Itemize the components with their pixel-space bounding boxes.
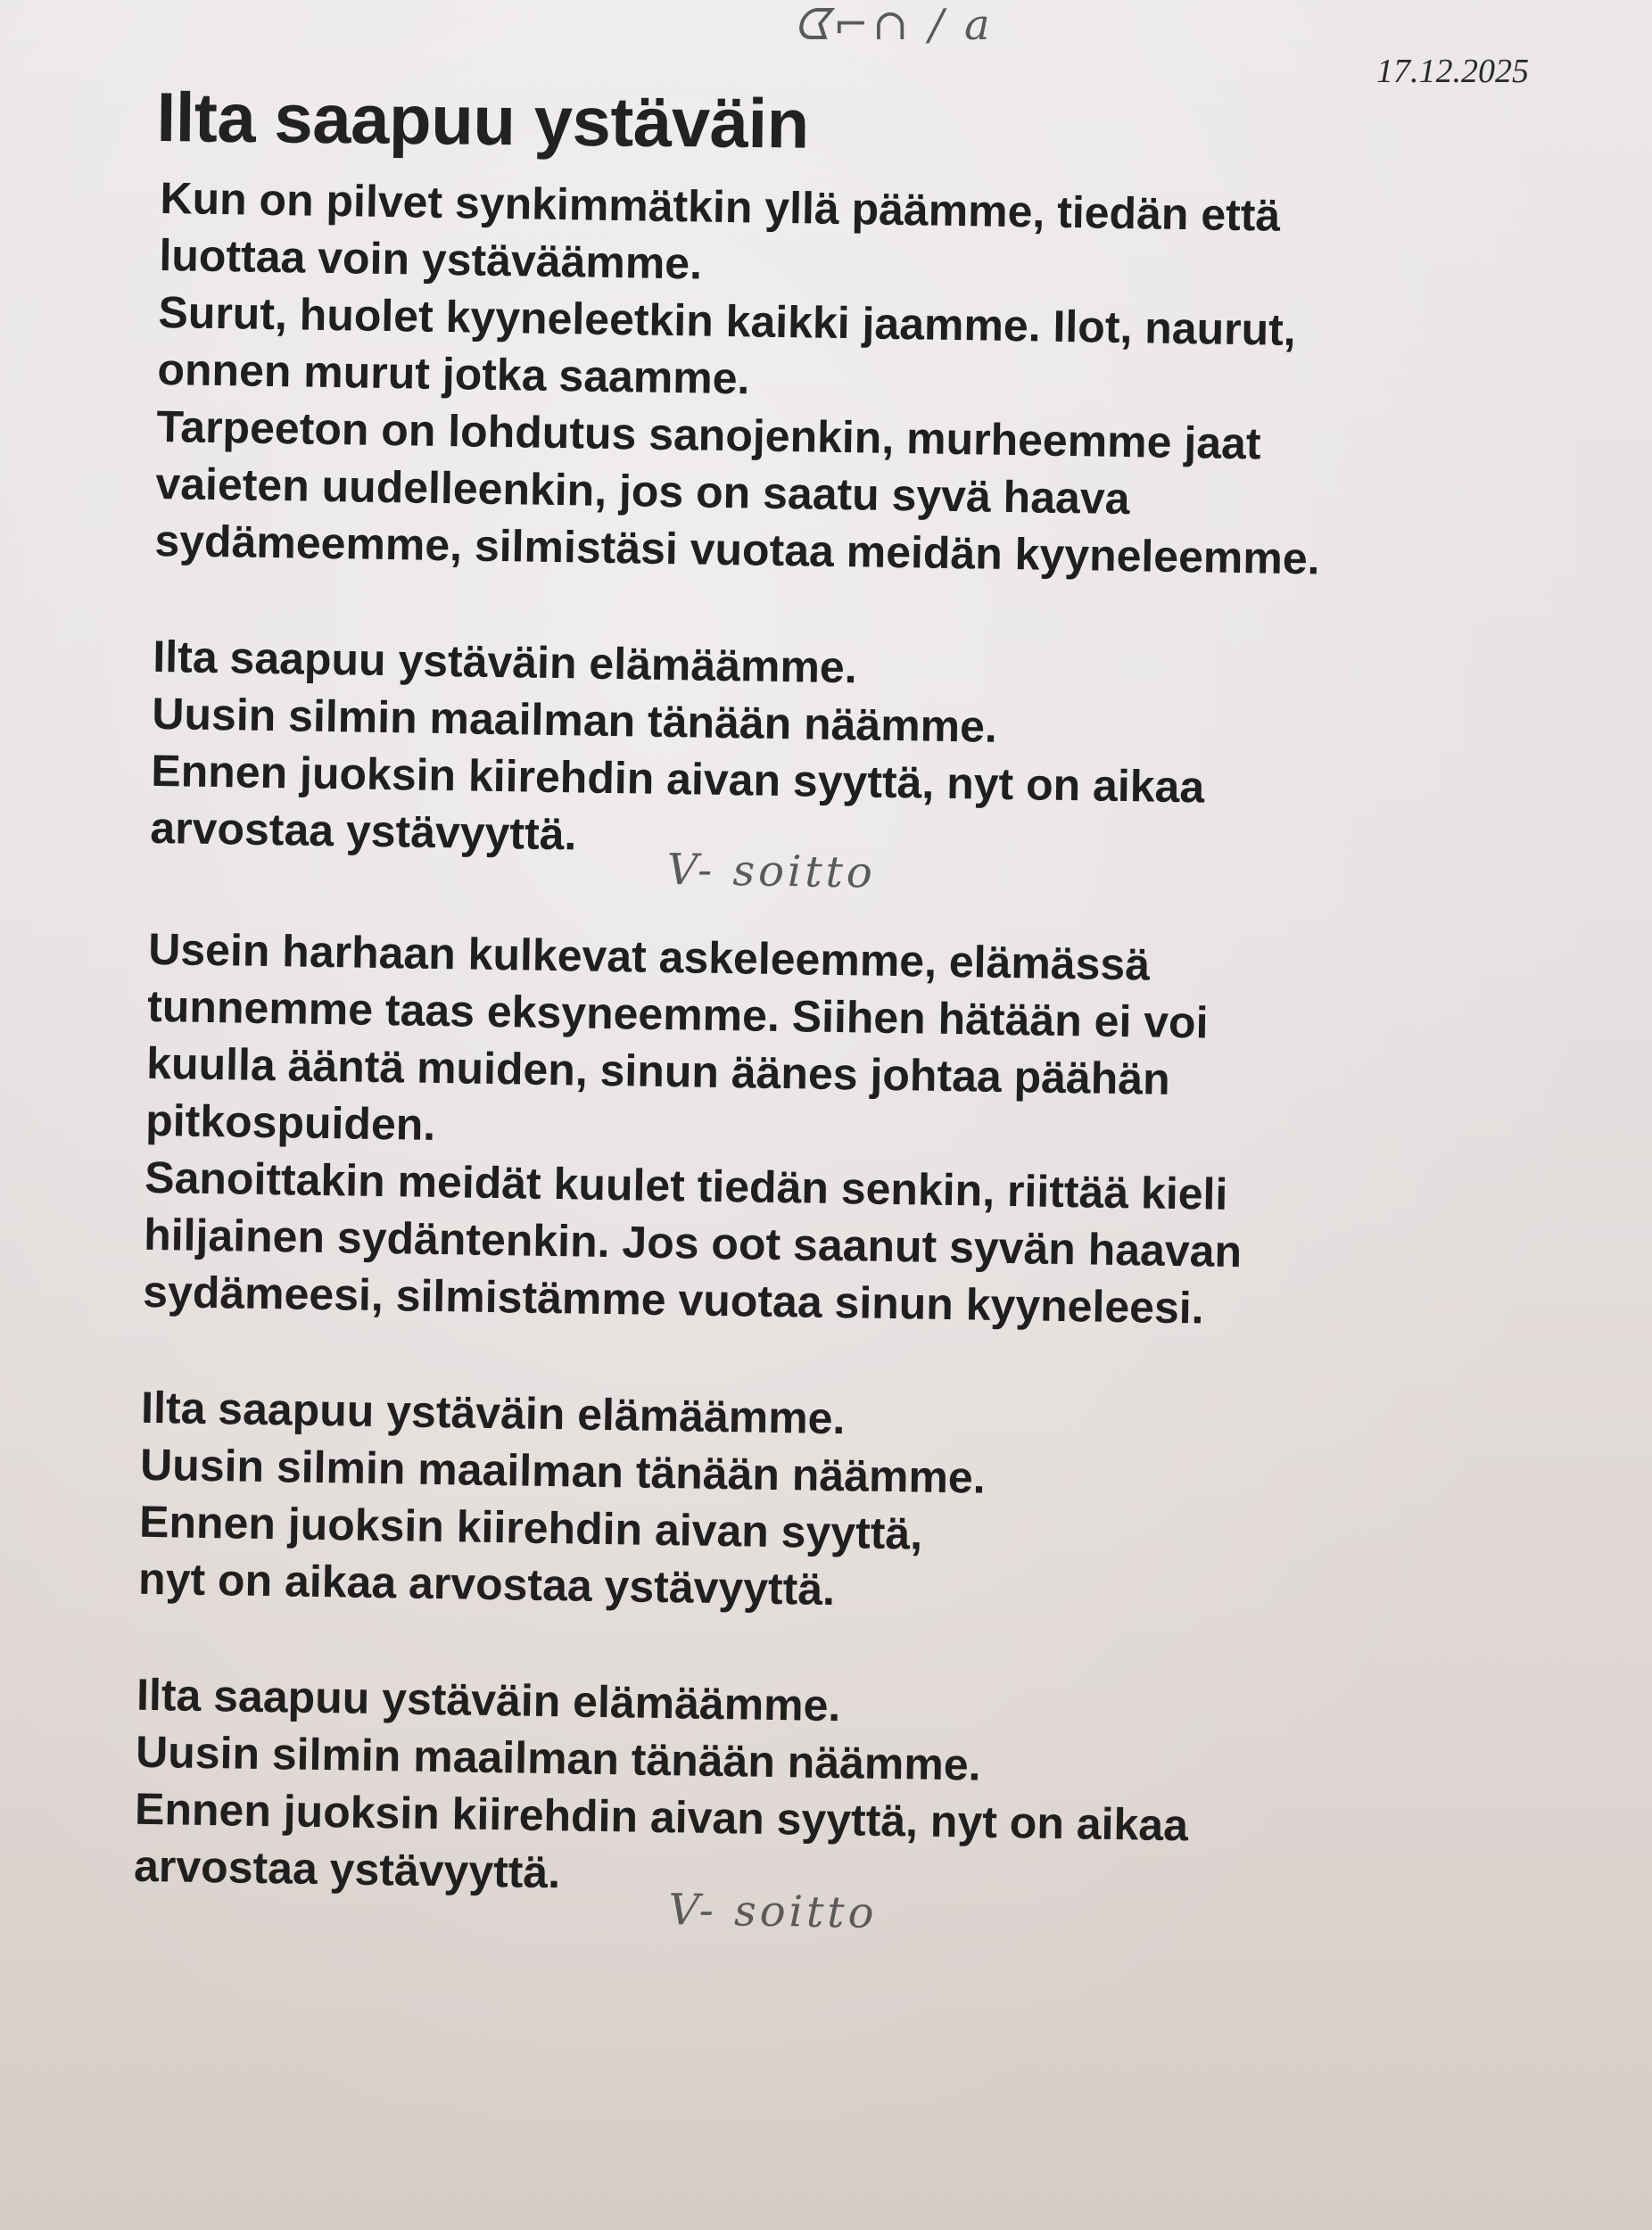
lyric-line: Tarpeeton on lohdutus sanojenkin, murheemme jaat	[156, 401, 1261, 469]
lyric-line: Sanoittakin meidät kuulet tiedän senkin, riittää kieli	[144, 1152, 1228, 1219]
lyric-line: kuulla ääntä muiden, sinun äänes johtaa päähän	[145, 1037, 1171, 1104]
chorus-2	[138, 1379, 1569, 1630]
verse-1	[154, 169, 1588, 591]
handwritten-top-mark: ᗧ⌐∩ / a	[794, 0, 994, 50]
chorus-1	[150, 628, 1581, 879]
song-title: Ilta saapuu ystäväin	[156, 78, 810, 163]
lyric-line: Uusin silmin maailman tänään näämme.	[139, 1439, 987, 1503]
handwritten-note: V- soitto	[666, 845, 877, 898]
lyric-line: pitkospuiden.	[145, 1094, 436, 1150]
lyric-line: vaieten uudelleenkin, jos on saatu syvä haava	[155, 458, 1130, 524]
lyric-line: Ennen juoksin kiirehdin aivan syyttä, nyt on aikaa	[150, 745, 1205, 813]
lyric-line: Ennen juoksin kiirehdin aivan syyttä,	[138, 1496, 923, 1559]
lyric-line: Surut, huolet kyyneleetkin kaikki jaamme. Ilot, naurut,	[158, 286, 1297, 356]
lyric-line: hiljainen sydäntenkin. Jos oot saanut syvän haavan	[143, 1209, 1243, 1277]
chorus-3	[134, 1666, 1565, 1917]
lyric-line: Ilta saapuu ystäväin elämäämme.	[152, 631, 858, 693]
lyric-line: Kun on pilvet synkimmätkin yllä päämme, tiedän että	[160, 172, 1281, 241]
lyric-line: sydämeesi, silmistämme vuotaa sinun kyyneleesi.	[142, 1266, 1205, 1334]
lyrics-body	[132, 169, 1587, 1981]
lyric-line: arvostaa ystävyyttä.	[133, 1840, 561, 1898]
lyric-line: Usein harhaan kulkevat askeleemme, elämässä	[147, 923, 1151, 990]
lyric-line: Ennen juoksin kiirehdin aivan syyttä, nyt on aikaa	[134, 1783, 1189, 1851]
lyric-line: Ilta saapuu ystäväin elämäämme.	[140, 1382, 846, 1444]
verse-2	[143, 921, 1576, 1342]
handwritten-note: V- soitto	[667, 1885, 878, 1938]
lyric-line: tunnemme taas eksyneemme. Siihen hätään ei voi	[146, 980, 1209, 1048]
lyric-line: arvostaa ystävyyttä.	[149, 802, 577, 860]
lyric-line: Ilta saapuu ystäväin elämäämme.	[136, 1669, 841, 1731]
document-date: 17.12.2025	[1376, 53, 1529, 90]
lyric-line: nyt on aikaa arvostaa ystävyyttä.	[137, 1553, 836, 1615]
lyric-line: Uusin silmin maailman tänään näämme.	[151, 688, 998, 752]
lyric-line: luottaa voin ystäväämme.	[159, 229, 703, 289]
lyric-line: Uusin silmin maailman tänään näämme.	[135, 1726, 982, 1790]
lyric-line: sydämeemme, silmistäsi vuotaa meidän kyyneleemme.	[154, 515, 1320, 584]
lyric-line: onnen murut jotka saamme.	[157, 343, 750, 404]
